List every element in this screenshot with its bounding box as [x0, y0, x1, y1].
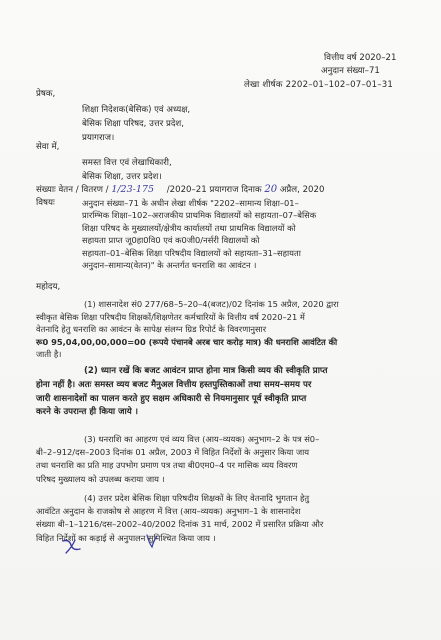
paragraph-line: विहित निर्देशों का कड़ाई से अनुपालन सुनिश्चित किया जाय ।	[36, 532, 216, 543]
subject-label: विषयः	[36, 198, 55, 208]
reference-handwritten-date: 20	[264, 184, 278, 195]
paragraph-line: परिषद मुख्यालय को उपलब्ध कराया जाय ।	[36, 473, 165, 484]
recipient-line: समस्त वित्त एवं लेखाधिकारी,	[82, 158, 172, 168]
reference-suffix: अप्रैल, 2020	[279, 185, 325, 195]
subject-line: शिक्षा परिषद के मुख्यालयों/क्षेत्रीय कार्यालयों तथा प्राथमिक विद्यालयों को	[82, 222, 296, 233]
handwritten-initial-mark	[60, 535, 84, 557]
subject-line: अनुदान संख्या–71 के अधीन लेखा शीर्षक "2202–सामान्य शिक्षा–01–	[82, 198, 299, 208]
paragraph-line: (4) उत्तर प्रदेश बेसिक शिक्षा परिषदीय शिक्षकों के लिए वेतनादि भुगतान हेतु	[84, 493, 310, 503]
accounts-head: लेखा शीर्षक 2202–01–102–07–01–31	[244, 80, 394, 90]
paragraph-3	[36, 433, 319, 486]
paragraph-line: होना नहीं है। अतः समस्त व्यय बजट मैनुअल वित्तीय हस्तपुस्तिकाओं तथा समय–समय पर	[36, 379, 312, 390]
paragraph-line: (3) धनराशि का आहरण एवं व्यय वित्त (आय–व्ययक) अनुभाग–2 के पत्र सं0–	[84, 434, 320, 444]
recipient-label: सेवा में,	[36, 142, 60, 152]
paragraph-1	[36, 298, 339, 361]
sender-line: बेसिक शिक्षा परिषद, उत्तर प्रदेश,	[82, 119, 185, 129]
subject-line: प्रारम्भिक शिक्षा–102–अराजकीय प्राथमिक विद्यालयों को सहायता–07–बेसिक	[82, 210, 317, 221]
paragraph-line: बी–2–912/दस–2003 दिनांक 01 अप्रैल, 2003 में विहित निर्देशों के अनुसार किया जाय	[36, 447, 310, 458]
paragraph-line: (2) ध्यान रखें कि बजट आवंटन प्राप्त होना मात्र किसी व्यय की स्वीकृति प्राप्त	[84, 366, 328, 376]
paragraph-line: करने के उपरान्त ही किया जाये ।	[36, 407, 138, 418]
paragraph-line: जारी शासनादेशों का पालन करते हुए सक्षम अधिकारी से नियमानुसार पूर्व स्वीकृति प्राप्त	[36, 393, 307, 404]
paragraph-line-amount: रू0 95,04,00,00,000=00 (रूपये पंचानबे अरब चार करोड़ मात्र) की धनराशि आवंटित की	[36, 336, 338, 347]
sender-block	[82, 103, 190, 145]
paragraph-line: स्वीकृत बेसिक शिक्षा परिषदीय शिक्षकों/शिक्षणेतर कर्मचारियों के वित्तीय वर्ष 2020–21 में	[36, 311, 305, 322]
paragraph-line: जाती है।	[36, 349, 62, 360]
subject-line: सहायता प्राप्त जू0हा0वि0 एवं क0जी0/नर्सरी विद्यालयों को	[82, 235, 260, 246]
fiscal-year: वित्तीय वर्ष 2020–21	[324, 53, 397, 63]
paragraph-line: आवंटित अनुदान के राजकोष से आहरण में वित्त (आय–व्ययक) अनुभाग–1 के शासनादेश	[36, 506, 301, 517]
subject-line: सहायता–01–बेसिक शिक्षा परिषदीय विद्यालयों को सहायता–31–सहायता	[82, 247, 301, 258]
paragraph-line: संख्याः बी–1–1216/दस–2002–40/2002 दिनांक 31 मार्च, 2002 में प्रसारित प्रक्रिया और	[36, 519, 324, 530]
paragraph-line: वेतनादि हेतु धनराशि का आवंटन के सापेक्ष संलग्न ग्रिड रिपोर्ट के विवरणानुसार	[36, 324, 267, 335]
subject-block	[82, 197, 316, 271]
reference-prefix: संख्याः वेतन / वितरण /	[36, 185, 109, 195]
salutation: महोदय,	[36, 282, 61, 292]
paragraph-2	[36, 365, 327, 420]
grant-number: अनुदान संख्या–71	[321, 66, 380, 76]
recipient-block	[82, 156, 172, 184]
subject-line: अनुदान–सामान्य(वेतन)" के अन्तर्गत धनराशि का आवंटन ।	[82, 260, 257, 271]
sender-line: शिक्षा निदेशक(बेसिक) एवं अध्यक्ष,	[82, 105, 191, 115]
paragraph-line: तथा धनराशि का प्रति माह उपभोग प्रमाण पत्र तथा बी0एम0–4 पर मासिक व्यय विवरण	[36, 460, 298, 471]
recipient-line: बेसिक शिक्षा, उत्तर प्रदेश।	[82, 172, 162, 182]
reference-line	[36, 184, 324, 196]
sender-label: प्रेषक,	[36, 89, 56, 99]
reference-handwritten-number: 1/23-175	[111, 184, 154, 195]
paragraph-line: (1) शासनादेश सं0 277/68–5–20–4(बजट)/02 दिनांक 15 अप्रैल, 2020 द्वारा	[84, 299, 339, 309]
reference-middle: /2020–21 प्रयागराज दिनाक	[166, 185, 262, 195]
handwritten-tick-mark	[144, 532, 160, 550]
sender-line: प्रयागराज।	[82, 133, 115, 143]
